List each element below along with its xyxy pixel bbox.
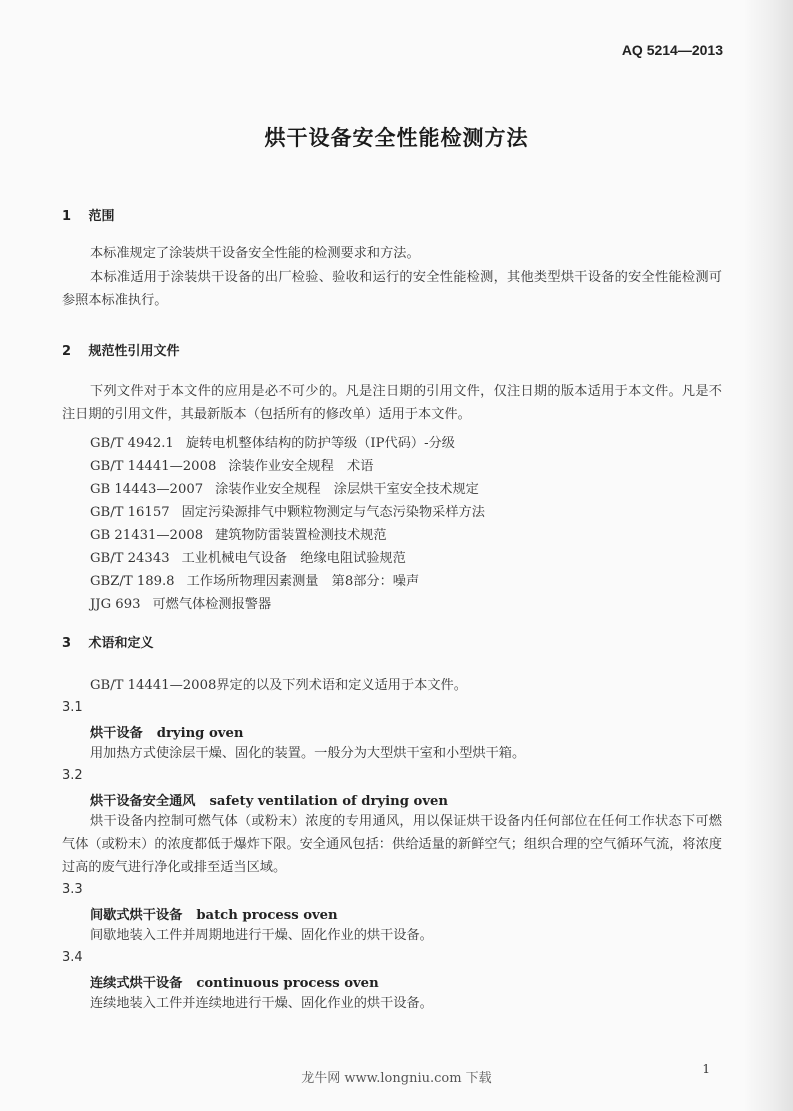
reference-title: 旋转电机整体结构的防护等级（IP代码）-分级 xyxy=(185,436,455,451)
reference-code: JJG 693 xyxy=(90,597,141,612)
reference-item xyxy=(90,478,479,497)
reference-title: 可燃气体检测报警器 xyxy=(152,597,272,612)
section-number: 1 xyxy=(62,209,72,224)
section-number: 3 xyxy=(62,636,72,651)
reference-code: GBZ/T 189.8 xyxy=(90,574,175,589)
reference-title: 涂装作业安全规程 术语 xyxy=(228,459,374,474)
term-cn: 连续式烘干设备 xyxy=(90,976,183,991)
term-en: drying oven xyxy=(156,726,244,741)
term-heading xyxy=(90,904,338,923)
reference-code: GB/T 14441—2008 xyxy=(90,459,217,474)
reference-title: 涂装作业安全规程 涂层烘干室安全技术规定 xyxy=(215,482,479,497)
term-en: batch process oven xyxy=(196,908,338,923)
term-definition: 连续地装入工件并连续地进行干燥、固化作业的烘干设备。 xyxy=(90,996,433,1011)
section-3-intro: GB/T 14441—2008界定的以及下列术语和定义适用于本文件。 xyxy=(90,678,467,693)
reference-item xyxy=(90,432,455,451)
section-1-paragraph-1: 本标准规定了涂装烘干设备安全性能的检测要求和方法。 xyxy=(90,246,420,261)
clause-number: 3.1 xyxy=(62,700,83,715)
reference-title: 工业机械电气设备 绝缘电阻试验规范 xyxy=(181,551,406,566)
section-3-heading xyxy=(62,632,154,651)
section-1-paragraph-2: 本标准适用于涂装烘干设备的出厂检验、验收和运行的安全性能检测，其他类型烘干设备的安全性能检测可参照本标准执行。 xyxy=(62,270,722,308)
document-code: AQ 5214—2013 xyxy=(621,42,723,58)
section-title: 规范性引用文件 xyxy=(88,344,180,359)
section-2-intro: 下列文件对于本文件的应用是必不可少的。凡是注日期的引用文件，仅注日期的版本适用于本文件。凡是不注日期的引用文件，其最新版本（包括所有的修改单）适用于本文件。 xyxy=(62,384,722,422)
reference-code: GB 14443—2007 xyxy=(90,482,204,497)
document-title: 烘干设备安全性能检测方法 xyxy=(264,126,529,150)
clause-number: 3.4 xyxy=(62,950,83,965)
reference-item xyxy=(90,501,485,520)
term-definition: 烘干设备内控制可燃气体（或粉末）浓度的专用通风，用以保证烘干设备内任何部位在任何工作状态下可燃气体（或粉末）的浓度都低于爆炸下限。安全通风包括：供给适量的新鲜空气；组织合理的空气循环气流，将浓度过高的废气进行净化或排至适当区域。 xyxy=(62,814,722,875)
reference-item xyxy=(90,547,406,566)
reference-code: GB/T 16157 xyxy=(90,505,170,520)
section-title: 术语和定义 xyxy=(88,636,154,651)
reference-code: GB 21431—2008 xyxy=(90,528,204,543)
section-title: 范围 xyxy=(88,209,115,224)
reference-item xyxy=(90,593,271,612)
term-definition: 用加热方式使涂层干燥、固化的装置。一般分为大型烘干室和小型烘干箱。 xyxy=(90,746,526,761)
reference-code: GB/T 4942.1 xyxy=(90,436,174,451)
reference-title: 建筑物防雷装置检测技术规范 xyxy=(215,528,387,543)
reference-item xyxy=(90,455,373,474)
term-definition: 间歇地装入工件并周期地进行干燥、固化作业的烘干设备。 xyxy=(90,928,433,943)
download-footer: 龙牛网 www.longniu.com 下载 xyxy=(301,1071,492,1086)
clause-number: 3.3 xyxy=(62,882,83,897)
section-number: 2 xyxy=(62,344,72,359)
reference-item xyxy=(90,524,387,543)
term-cn: 烘干设备安全通风 xyxy=(90,794,196,809)
page-number: 1 xyxy=(702,1062,710,1076)
term-heading xyxy=(90,972,379,991)
term-en: safety ventilation of drying oven xyxy=(209,794,448,809)
term-heading xyxy=(90,790,448,809)
page-edge-shadow xyxy=(743,0,793,1111)
term-en: continuous process oven xyxy=(196,976,379,991)
reference-code: GB/T 24343 xyxy=(90,551,170,566)
reference-title: 固定污染源排气中颗粒物测定与气态污染物采样方法 xyxy=(181,505,485,520)
reference-title: 工作场所物理因素测量 第8部分：噪声 xyxy=(186,574,420,589)
term-cn: 烘干设备 xyxy=(90,726,143,741)
clause-number: 3.2 xyxy=(62,768,83,783)
term-heading xyxy=(90,722,243,741)
section-1-heading xyxy=(62,205,115,224)
section-2-heading xyxy=(62,340,180,359)
reference-item xyxy=(90,570,419,589)
term-cn: 间歇式烘干设备 xyxy=(90,908,183,923)
